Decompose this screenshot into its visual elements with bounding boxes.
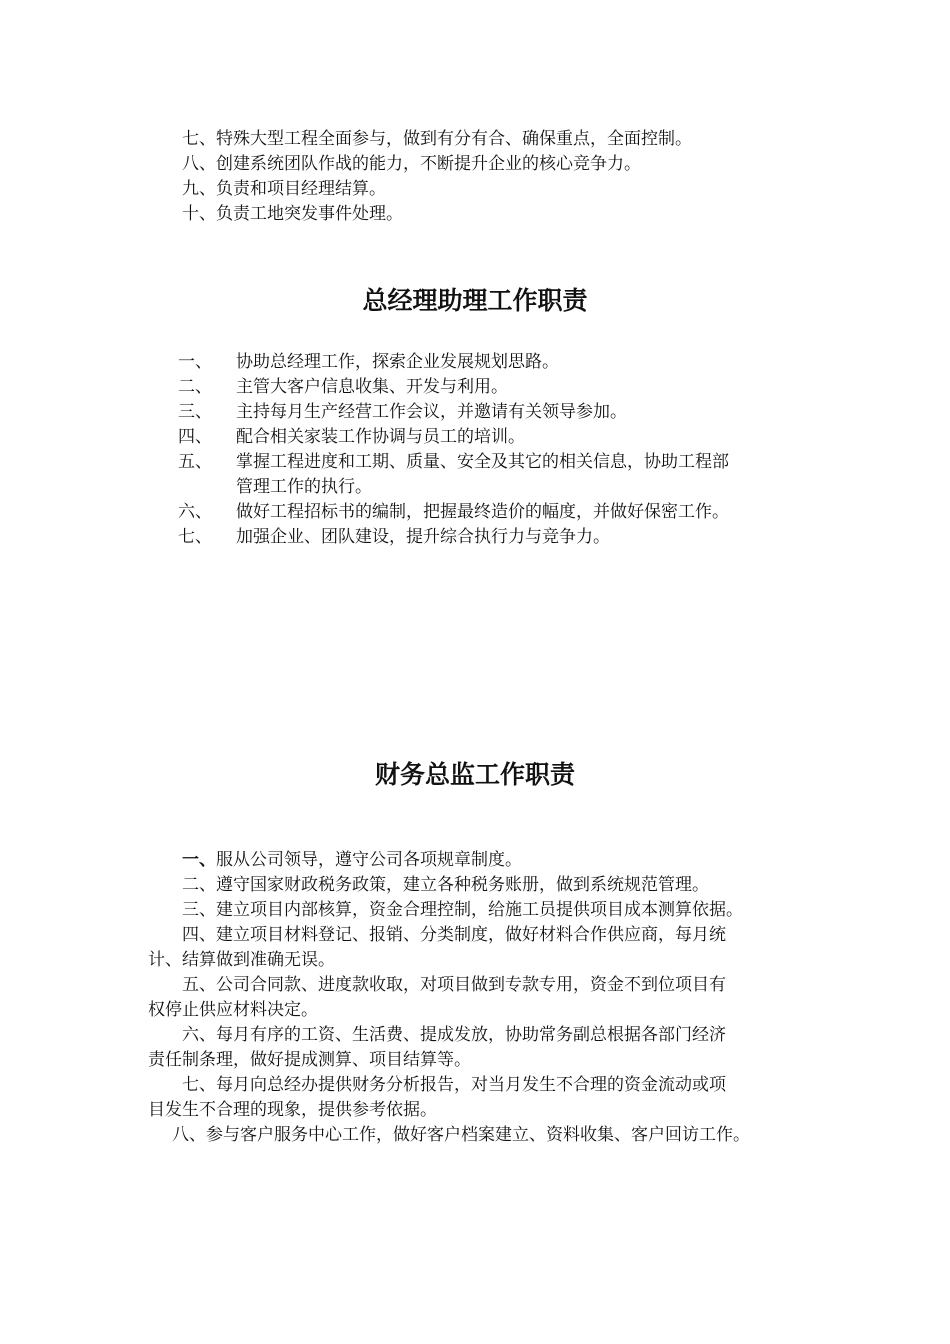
finance-line: 六、每月有序的工资、生活费、提成发放，协助常务副总根据各部门经济 xyxy=(182,1025,726,1045)
list-item-text: 主管大客户信息收集、开发与利用。 xyxy=(236,377,508,397)
list-item-number: 五、 xyxy=(178,452,212,472)
finance-item-1-text: 服从公司领导，遵守公司各项规章制度。 xyxy=(216,850,522,870)
finance-line: 权停止供应材料决定。 xyxy=(148,1000,318,1020)
finance-line: 七、每月向总经办提供财务分析报告，对当月发生不合理的资金流动或项 xyxy=(182,1075,726,1095)
top-item-7: 七、特殊大型工程全面参与，做到有分有合、确保重点，全面控制。 xyxy=(182,129,692,149)
list-item-text: 主持每月生产经营工作会议，并邀请有关领导参加。 xyxy=(236,402,627,422)
list-item-number: 四、 xyxy=(178,427,212,447)
finance-line: 八、参与客户服务中心工作，做好客户档案建立、资料收集、客户回访工作。 xyxy=(172,1125,750,1145)
list-item-number: 二、 xyxy=(178,377,212,397)
finance-line: 计、结算做到准确无误。 xyxy=(148,950,335,970)
finance-item-1-number: 一、 xyxy=(182,850,216,870)
list-item-number: 六、 xyxy=(178,502,212,522)
list-item-text: 管理工作的执行。 xyxy=(236,477,372,497)
list-item-number: 七、 xyxy=(178,527,212,547)
list-item-number: 一、 xyxy=(178,352,212,372)
list-item-text: 做好工程招标书的编制，把握最终造价的幅度，并做好保密工作。 xyxy=(236,502,729,522)
list-item-text: 协助总经理工作，探索企业发展规划思路。 xyxy=(236,352,559,372)
finance-line: 目发生不合理的现象，提供参考依据。 xyxy=(148,1100,437,1120)
list-item-text: 掌握工程进度和工期、质量、安全及其它的相关信息，协助工程部 xyxy=(236,452,729,472)
finance-title: 财务总监工作职责 xyxy=(374,760,575,789)
top-item-8: 八、创建系统团队作战的能力，不断提升企业的核心竞争力。 xyxy=(182,154,641,174)
finance-item-1 xyxy=(182,848,522,872)
assistant-title: 总经理助理工作职责 xyxy=(362,286,588,315)
finance-line: 五、公司合同款、进度款收取，对项目做到专款专用，资金不到位项目有 xyxy=(182,975,726,995)
list-item-number: 三、 xyxy=(178,402,212,422)
finance-line: 责任制条理，做好提成测算、项目结算等。 xyxy=(148,1050,471,1070)
top-item-9: 九、负责和项目经理结算。 xyxy=(182,179,386,199)
top-item-10: 十、负责工地突发事件处理。 xyxy=(182,204,403,224)
finance-line: 二、遵守国家财政税务政策，建立各种税务账册，做到系统规范管理。 xyxy=(182,875,709,895)
list-item-text: 配合相关家装工作协调与员工的培训。 xyxy=(236,427,525,447)
list-item-text: 加强企业、团队建设，提升综合执行力与竞争力。 xyxy=(236,527,610,547)
finance-line: 四、建立项目材料登记、报销、分类制度，做好材料合作供应商，每月统 xyxy=(182,925,726,945)
finance-line: 三、建立项目内部核算，资金合理控制，给施工员提供项目成本测算依据。 xyxy=(182,900,743,920)
